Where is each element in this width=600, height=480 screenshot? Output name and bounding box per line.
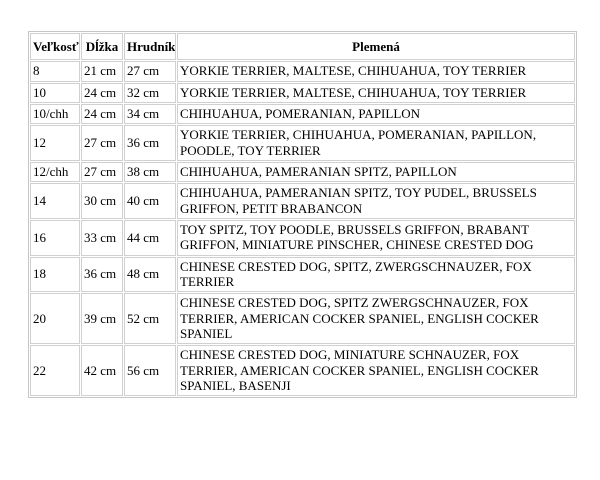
table-row — [30, 183, 575, 219]
table-row — [30, 104, 575, 124]
chest-cell: 44 cm — [124, 220, 176, 256]
table-row — [30, 257, 575, 293]
length-cell: 24 cm — [81, 83, 123, 103]
length-cell: 36 cm — [81, 257, 123, 293]
chest-cell: 40 cm — [124, 183, 176, 219]
header-chest: Hrudník — [124, 33, 176, 60]
table-row — [30, 293, 575, 344]
breeds-cell: CHIHUAHUA, POMERANIAN, PAPILLON — [177, 104, 575, 124]
header-size: Veľkosť — [30, 33, 80, 60]
size-cell: 10 — [30, 83, 80, 103]
length-cell: 42 cm — [81, 345, 123, 396]
size-cell: 8 — [30, 61, 80, 81]
table-row — [30, 61, 575, 81]
table-row — [30, 125, 575, 161]
size-chart-container — [28, 31, 577, 398]
chest-cell: 34 cm — [124, 104, 176, 124]
header-breeds: Plemená — [177, 33, 575, 60]
size-cell: 22 — [30, 345, 80, 396]
chest-cell: 27 cm — [124, 61, 176, 81]
table-row — [30, 83, 575, 103]
length-cell: 27 cm — [81, 162, 123, 182]
chest-cell: 48 cm — [124, 257, 176, 293]
length-cell: 30 cm — [81, 183, 123, 219]
table-row — [30, 220, 575, 256]
breeds-cell: CHINESE CRESTED DOG, SPITZ ZWERGSCHNAUZER, FOX TERRIER, AMERICAN COCKER SPANIEL, ENGLISH COCKER SPANIEL — [177, 293, 575, 344]
size-cell: 12/chh — [30, 162, 80, 182]
breeds-cell: YORKIE TERRIER, MALTESE, CHIHUAHUA, TOY TERRIER — [177, 61, 575, 81]
breeds-cell: CHIHUAHUA, PAMERANIAN SPITZ, PAPILLON — [177, 162, 575, 182]
size-cell: 10/chh — [30, 104, 80, 124]
table-header-row — [30, 33, 575, 60]
table-body — [30, 61, 575, 396]
header-length: Dĺžka — [81, 33, 123, 60]
breeds-cell: YORKIE TERRIER, MALTESE, CHIHUAHUA, TOY TERRIER — [177, 83, 575, 103]
table-row — [30, 162, 575, 182]
chest-cell: 38 cm — [124, 162, 176, 182]
breeds-cell: CHIHUAHUA, PAMERANIAN SPITZ, TOY PUDEL, BRUSSELS GRIFFON, PETIT BRABANCON — [177, 183, 575, 219]
chest-cell: 36 cm — [124, 125, 176, 161]
breeds-cell: CHINESE CRESTED DOG, SPITZ, ZWERGSCHNAUZER, FOX TERRIER — [177, 257, 575, 293]
chest-cell: 32 cm — [124, 83, 176, 103]
table-row — [30, 345, 575, 396]
breeds-cell: TOY SPITZ, TOY POODLE, BRUSSELS GRIFFON, BRABANT GRIFFON, MINIATURE PINSCHER, CHINESE CRESTED DOG — [177, 220, 575, 256]
length-cell: 27 cm — [81, 125, 123, 161]
length-cell: 39 cm — [81, 293, 123, 344]
chest-cell: 52 cm — [124, 293, 176, 344]
size-cell: 12 — [30, 125, 80, 161]
length-cell: 21 cm — [81, 61, 123, 81]
dog-size-chart-table — [28, 31, 577, 398]
size-cell: 16 — [30, 220, 80, 256]
chest-cell: 56 cm — [124, 345, 176, 396]
size-cell: 18 — [30, 257, 80, 293]
length-cell: 33 cm — [81, 220, 123, 256]
size-cell: 14 — [30, 183, 80, 219]
breeds-cell: YORKIE TERRIER, CHIHUAHUA, POMERANIAN, PAPILLON, POODLE, TOY TERRIER — [177, 125, 575, 161]
length-cell: 24 cm — [81, 104, 123, 124]
breeds-cell: CHINESE CRESTED DOG, MINIATURE SCHNAUZER, FOX TERRIER, AMERICAN COCKER SPANIEL, ENGLISH COCKER SPANIEL, BASENJI — [177, 345, 575, 396]
size-cell: 20 — [30, 293, 80, 344]
